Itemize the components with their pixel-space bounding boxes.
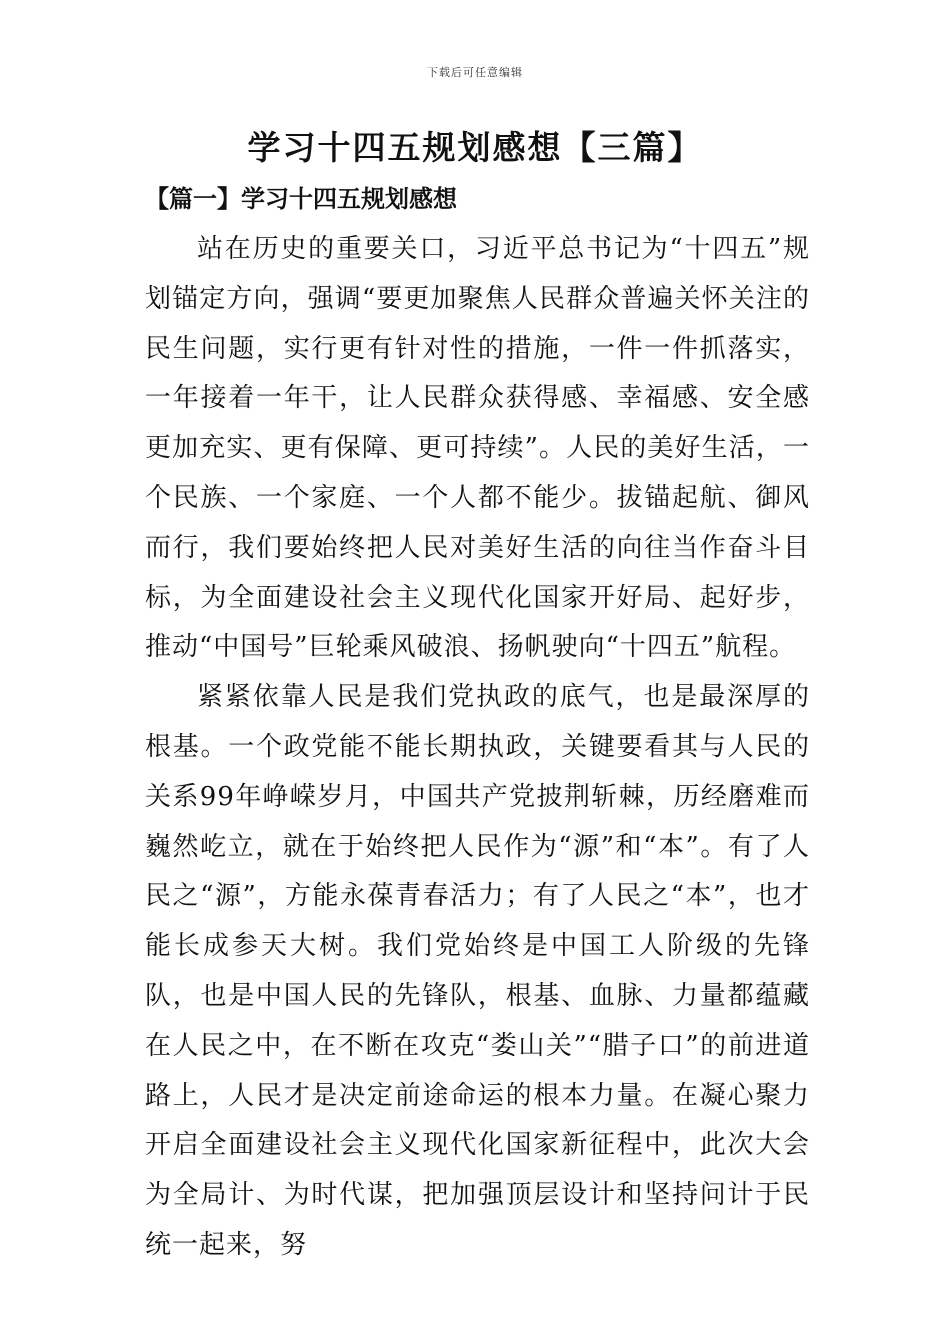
header-note: 下载后可任意编辑 [427, 66, 523, 79]
paragraph: 站在历史的重要关口，习近平总书记为“十四五”规划锚定方向，强调“要更加聚焦人民群众普遍关怀关注的民生问题，实行更有针对性的措施，一件一件抓落实，一年接着一年干，让人民群众获得感、幸福感、安全感更加充实、更有保障、更可持续”。人民的美好生活，一个民族、一个家庭、一个人都不能少。拔锚起航、御风而行，我们要始终把人民对美好生活的向往当作奋斗目标，为全面建设社会主义现代化国家开好局、起好步，推动“中国号”巨轮乘风破浪、扬帆驶向“十四五”航程。 [145, 234, 810, 663]
document-title: 学习十四五规划感想【三篇】 [247, 128, 703, 167]
body-text [145, 225, 810, 1271]
section-heading: 【篇一】学习十四五规划感想 [145, 184, 457, 213]
paragraph: 紧紧依靠人民是我们党执政的底气，也是最深厚的根基。一个政党能不能长期执政，关键要看其与人民的关系99年峥嵘岁月，中国共产党披荆斩棘，历经磨难而巍然屹立，就在于始终把人民作为“源”和“本”。有了人民之“源”，方能永葆青春活力；有了人民之“本”，也才能长成参天大树。我们党始终是中国工人阶级的先锋队，也是中国人民的先锋队，根基、血脉、力量都蕴藏在人民之中，在不断在攻克“娄山关”“腊子口”的前进道路上，人民才是决定前途命运的根本力量。在凝心聚力开启全面建设社会主义现代化国家新征程中，此次大会为全局计、为时代谋，把加强顶层设计和坚持问计于民统一起来，努 [145, 682, 810, 1260]
